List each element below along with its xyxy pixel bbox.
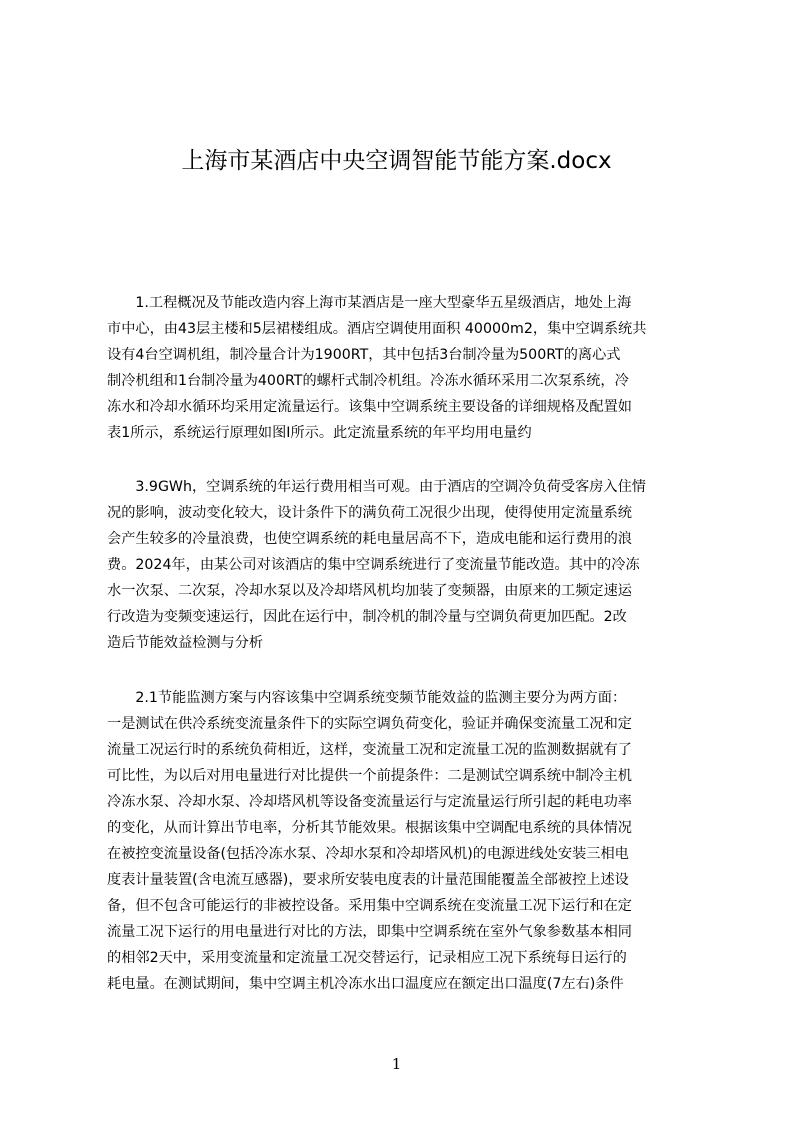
document-title: 上海市某酒店中央空调智能节能方案.docx: [181, 148, 612, 174]
text-line: 制冷机组和1台制冷量为400RT的螺杆式制冷机组。冷冻水循环采用二次泵系统，冷: [107, 373, 629, 389]
text-line: 造后节能效益检测与分析: [107, 635, 264, 651]
text-line: 设有4台空调机组，制冷量合计为1900RT，其中包括3台制冷量为500RT的离心式: [107, 347, 621, 363]
text-line: 冷冻水泵、冷却水泵、冷却塔风机等设备变流量运行与定流量运行所引起的耗电功率: [107, 794, 632, 810]
text-line: 流量工况运行时的系统负荷相近，这样，变流量工况和定流量工况的监测数据就有了: [107, 742, 632, 758]
text-line: 冻水和冷却水循环均采用定流量运行。该集中空调系统主要设备的详细规格及配置如: [107, 399, 632, 415]
text-line: 备，但不包含可能运行的非被控设备。采用集中空调系统在变流量工况下运行和在定: [107, 898, 632, 914]
text-line: 耗电量。在测试期间，集中空调主机冷冻水出口温度应在额定出口温度(7左右)条件: [107, 976, 624, 992]
text-line: 行改造为变频变速运行，因此在运行中，制冷机的制冷量与空调负荷更加匹配。2改: [107, 609, 627, 625]
text-line: 可比性，为以后对用电量进行对比提供一个前提条件：二是测试空调系统中制冷主机: [107, 768, 632, 784]
paragraph-1: [107, 290, 699, 446]
text-line: 2.1节能监测方案与内容该集中空调系统变频节能效益的监测主要分为两方面：: [107, 690, 627, 706]
paragraph-3: [107, 685, 699, 997]
text-line: 一是测试在供冷系统变流量条件下的实际空调负荷变化，验证并确保变流量工况和定: [107, 716, 632, 732]
text-line: 市中心，由43层主楼和5层裙楼组成。酒店空调使用面积 40000m2，集中空调系统共: [107, 321, 647, 337]
paragraph-2: [107, 474, 699, 656]
text-line: 度表计量装置(含电流互感器)，要求所安装电度表的计量范围能覆盖全部被控上述设: [107, 872, 629, 888]
text-line: 费。2024年，由某公司对该酒店的集中空调系统进行了变流量节能改造。其中的冷冻: [107, 557, 640, 573]
text-line: 水一次泵、二次泵，冷却水泵以及冷却塔风机均加装了变频器，由原来的工频定速运: [107, 583, 632, 599]
text-line: 况的影响，波动变化较大，设计条件下的满负荷工况很少出现，使得使用定流量系统: [107, 505, 632, 521]
text-line: 1.工程概况及节能改造内容上海市某酒店是一座大型豪华五星级酒店，地处上海: [107, 295, 632, 311]
text-line: 的变化，从而计算出节电率，分析其节能效果。根据该集中空调配电系统的具体情况: [107, 820, 632, 836]
text-line: 的相邻2天中，采用变流量和定流量工况交替运行，记录相应工况下系统每日运行的: [107, 950, 627, 966]
text-line: 流量工况下运行的用电量进行对比的方法，即集中空调系统在室外气象参数基本相同: [107, 924, 632, 940]
text-line: 3.9GWh，空调系统的年运行费用相当可观。由于酒店的空调冷负荷受客房入住情: [107, 479, 646, 495]
page-number: 1: [391, 1055, 402, 1073]
text-line: 会产生较多的冷量浪费，也使空调系统的耗电量居高不下，造成电能和运行费用的浪: [107, 531, 632, 547]
text-line: 在被控变流量设备(包括冷冻水泵、冷却水泵和冷却塔风机)的电源进线处安装三相电: [107, 846, 629, 862]
text-line: 表1所示，系统运行原理如图Ⅰ所示。此定流量系统的年平均用电量约: [107, 425, 532, 441]
